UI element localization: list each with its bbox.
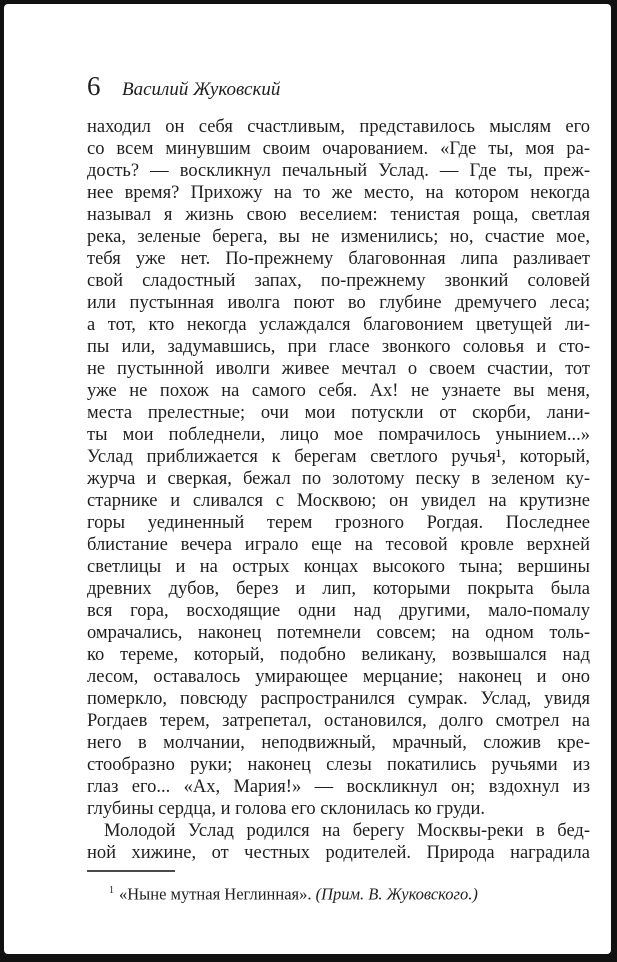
text-line: светлицы и на острых концах высокого тына; вершины	[87, 557, 590, 577]
text-line: глубины сердца, и голова его склонилась ко груди.	[87, 799, 486, 819]
text-line: река, зеленые берега, вы не изменились; но, счастие мое,	[87, 227, 590, 247]
text-line: омрачались, наконец потемнели совсем; на одном толь-	[87, 623, 590, 643]
book-page	[4, 4, 611, 954]
running-header	[87, 72, 590, 101]
text-line: тебя уже нет. По-прежнему благовонная липа разливает	[87, 249, 590, 269]
body-text	[87, 116, 590, 864]
text-line: него в молчании, неподвижный, мрачный, сложив кре-	[87, 733, 590, 753]
text-line: со всем минувшим своим очарованием. «Где ты, моя ра-	[87, 139, 590, 159]
text-line: пы или, задумавшись, при гласе звонкого соловья и сто-	[87, 337, 590, 357]
text-line: а тот, кто некогда услаждался благовонием цветущей ли-	[87, 315, 590, 335]
text-line: Рогдаев терем, затрепетал, остановился, долго смотрел на	[87, 711, 590, 731]
text-line: ко тереме, который, подобно великану, возвышался над	[87, 645, 590, 665]
text-line: вся гора, восходящие одни над другими, мало-помалу	[87, 601, 590, 621]
footnote-divider	[87, 870, 175, 872]
text-line: нее время? Прихожу на то же место, на котором некогда	[87, 183, 590, 203]
running-title: Василий Жуковский	[122, 79, 281, 100]
footnote-marker: 1	[109, 885, 114, 896]
text-line: свой сладостный запах, по-прежнему звонкий соловей	[87, 271, 590, 291]
text-line: старнике и сливался с Москвою; он увидел на крутизне	[87, 491, 590, 511]
text-line: горы уединенный терем грозного Рогдая. Последнее	[87, 513, 590, 533]
text-line: лесом, оставалось умирающее мерцание; наконец и оно	[87, 667, 590, 687]
text-line: ты мои побледнели, лицо мое помрачилось унынием...»	[87, 425, 590, 445]
page-number: 6	[87, 71, 101, 101]
text-line: Услад приближается к берегам светлого ручья¹, который,	[87, 447, 590, 467]
text-line: стообразно руки; наконец слезы покатились ручьями из	[87, 755, 590, 775]
text-line: места прелестные; очи мои потускли от скорби, лани-	[87, 403, 590, 423]
text-line: Молодой Услад родился на берегу Москвы-реки в бед-	[104, 821, 590, 841]
text-line: или пустынная иволга поют во глубине дремучего леса;	[87, 293, 590, 313]
text-line: называл я жизнь свою веселием: тенистая роща, светлая	[87, 205, 590, 225]
text-line: дость? — воскликнул печальный Услад. — Где ты, преж-	[87, 161, 590, 181]
text-line: ной хижине, от честных родителей. Природа наградила	[87, 843, 590, 863]
text-line: померкло, повсюду распространился сумрак. Услад, увидя	[87, 689, 590, 709]
text-line: блистание вечера играло еще на тесовой кровле верхней	[87, 535, 590, 555]
text-line: находил он себя счастливым, представилось мыслям его	[87, 117, 590, 137]
footnote	[87, 880, 590, 905]
text-line: древних дубов, берез и лип, которыми покрыта была	[87, 579, 590, 599]
footnote-text: «Ныне мутная Неглинная».	[119, 884, 316, 904]
text-line: глаз его... «Ах, Мария!» — воскликнул он; вздохнул из	[87, 777, 590, 797]
footnote-attribution: (Прим. В. Жуковского.)	[315, 884, 478, 904]
text-line: уже не похож на самого себя. Ах! не узнаете вы меня,	[87, 381, 590, 401]
text-line: журча и сверкая, бежал по золотому песку в зеленом ку-	[87, 469, 590, 489]
text-line: не пустынной иволги живее мечтал о своем счастии, тот	[87, 359, 590, 379]
